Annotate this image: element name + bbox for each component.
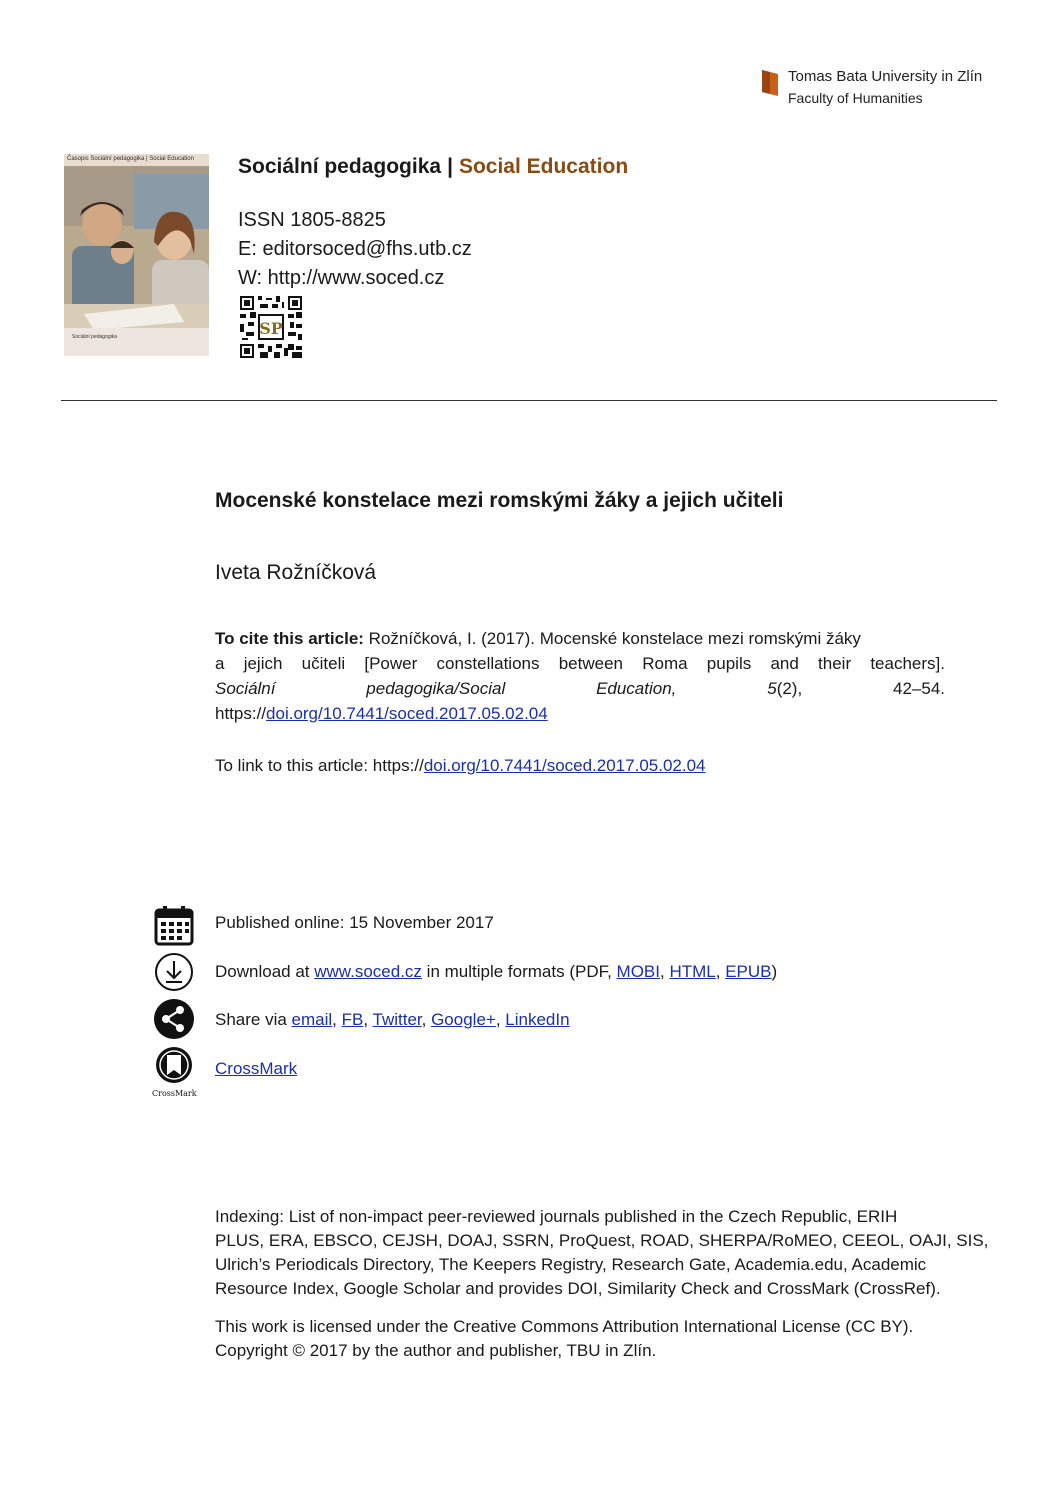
svg-text:SP: SP xyxy=(259,319,283,338)
citation-block xyxy=(215,626,945,726)
journal-cover-image xyxy=(64,154,209,356)
copyright-line: Copyright © 2017 by the author and publisher, TBU in Zlín. xyxy=(215,1341,657,1360)
license-paragraph xyxy=(215,1315,960,1363)
header-divider xyxy=(61,400,997,401)
published-date: Published online: 15 November 2017 xyxy=(215,913,494,932)
citation-word: their xyxy=(818,654,852,673)
indexing-line: Ulrich’s Periodicals Directory, The Keepers Registry, Research Gate, Academia.edu, Academic xyxy=(215,1255,927,1274)
crossmark-row xyxy=(215,1059,297,1079)
download-prefix: Download at xyxy=(215,962,315,981)
citation-doi-link[interactable]: doi.org/10.7441/soced.2017.05.02.04 xyxy=(266,704,548,723)
citation-word: a xyxy=(215,654,225,673)
download-site-link[interactable]: www.soced.cz xyxy=(314,962,422,981)
citation-word: jejich xyxy=(243,654,283,673)
crossmark-link[interactable]: CrossMark xyxy=(215,1059,298,1078)
crossmark-icon[interactable] xyxy=(152,1046,196,1096)
indexing-line: PLUS, ERA, EBSCO, CEJSH, DOAJ, SSRN, ProQuest, ROAD, SHERPA/RoMEO, CEEOL, OAJI, SIS, xyxy=(215,1231,989,1250)
citation-word: and xyxy=(770,654,799,673)
cover-photo xyxy=(64,154,209,356)
university-mark-icon xyxy=(762,70,778,96)
cover-footer-text: Sociální pedagogika xyxy=(72,334,118,340)
article-link-line xyxy=(215,756,706,776)
citation-label: To cite this article: xyxy=(215,629,364,648)
citation-pages: 42–54. xyxy=(893,679,945,698)
journal-title-main: Sociální pedagogika xyxy=(238,155,442,178)
citation-line-1 xyxy=(215,626,945,651)
citation-line-3 xyxy=(215,676,945,701)
download-suffix: ) xyxy=(771,962,778,981)
format-link-epub[interactable]: EPUB xyxy=(725,962,772,981)
share-icon[interactable] xyxy=(152,997,196,1041)
citation-line-4 xyxy=(215,701,945,726)
journal-web[interactable]: W: http://www.soced.cz xyxy=(238,267,445,289)
citation-journal-name: Sociální xyxy=(215,679,276,698)
license-line: This work is licensed under the Creative Commons Attribution International License (CC BY). xyxy=(215,1317,914,1336)
download-middle: in multiple formats (PDF, xyxy=(421,962,617,981)
cover-footer xyxy=(64,328,209,356)
article-title: Mocenské konstelace mezi romskými žáky a jejich učiteli xyxy=(215,489,784,512)
journal-title-sub: Social Education xyxy=(458,155,629,178)
calendar-icon xyxy=(152,904,196,948)
citation-word: [Power xyxy=(364,654,418,673)
crossmark-icon-label: CrossMark xyxy=(152,1089,197,1098)
article-author: Iveta Rožníčková xyxy=(215,561,377,584)
qr-code-icon[interactable] xyxy=(240,296,302,358)
journal-title xyxy=(238,155,628,179)
article-link-label: To link to this article: https:// xyxy=(215,756,424,775)
share-link-fb[interactable]: FB xyxy=(341,1010,364,1029)
share-link-email[interactable]: email xyxy=(291,1010,333,1029)
share-link-linkedin[interactable]: LinkedIn xyxy=(505,1010,570,1029)
university-name: Tomas Bata University in Zlín xyxy=(788,68,983,85)
citation-word: constellations xyxy=(436,654,540,673)
indexing-line: Resource Index, Google Scholar and provides DOI, Similarity Check and CrossMark (CrossRef). xyxy=(215,1279,941,1298)
article-doi-link[interactable]: doi.org/10.7441/soced.2017.05.02.04 xyxy=(423,756,706,775)
citation-line-2 xyxy=(215,651,945,676)
citation-word: between xyxy=(558,654,623,673)
crossmark-badge-icon[interactable] xyxy=(152,1046,196,1084)
download-icon[interactable] xyxy=(152,950,196,994)
citation-word: učiteli xyxy=(301,654,346,673)
format-link-html[interactable]: HTML xyxy=(669,962,716,981)
share-row: Share via email, FB, Twitter, Google+, LinkedIn xyxy=(215,1010,570,1029)
indexing-paragraph xyxy=(215,1205,989,1301)
share-link-googleplus[interactable]: Google+ xyxy=(431,1010,496,1029)
citation-volume: 5(2), xyxy=(767,679,803,698)
journal-issn: ISSN 1805-8825 xyxy=(238,209,386,231)
citation-journal-name: Education, xyxy=(596,679,677,698)
download-row: Download at www.soced.cz in multiple formats (PDF, MOBI, HTML, EPUB) xyxy=(215,962,778,981)
indexing-line: Indexing: List of non-impact peer-reviewed journals published in the Czech Republic, ERIH xyxy=(215,1207,898,1226)
share-prefix: Share via xyxy=(215,1010,292,1029)
format-link-mobi[interactable]: MOBI xyxy=(616,962,660,981)
citation-line-1-text: Rožníčková, I. (2017). Mocenské konstelace mezi romskými žáky xyxy=(363,629,861,648)
citation-word: pupils xyxy=(706,654,752,673)
journal-email[interactable]: E: editorsoced@fhs.utb.cz xyxy=(238,238,472,260)
cover-header-text: Časopis Sociální pedagogika | Social Education xyxy=(67,156,194,162)
journal-title-separator: | xyxy=(447,155,453,178)
share-link-twitter[interactable]: Twitter xyxy=(372,1010,422,1029)
citation-journal-name: pedagogika/Social xyxy=(366,679,506,698)
citation-word: Roma xyxy=(642,654,688,673)
citation-doi-prefix: https:// xyxy=(215,704,267,723)
faculty-name: Faculty of Humanities xyxy=(788,90,923,106)
citation-word: teachers]. xyxy=(870,654,945,673)
